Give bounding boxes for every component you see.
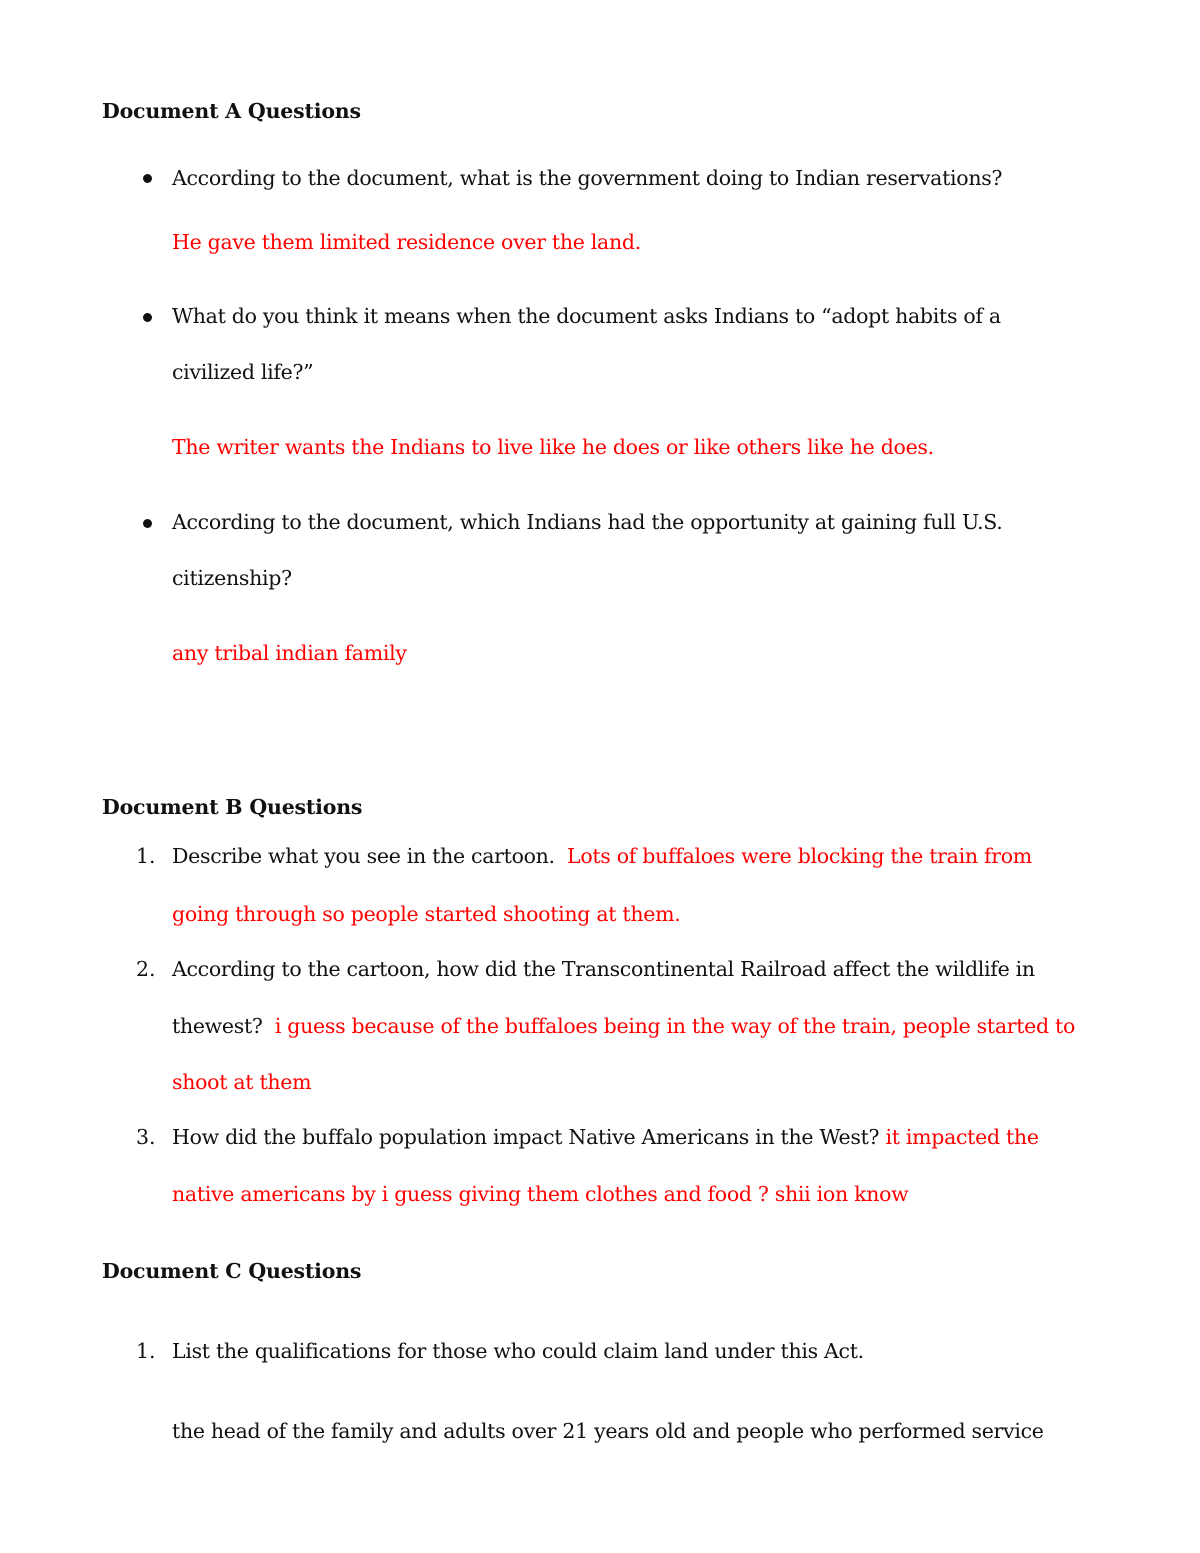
doc-b-question-2-text: thewest?: [172, 1014, 263, 1038]
doc-a-answer-1: He gave them limited residence over the land.: [172, 230, 641, 254]
doc-a-question-2-line-2: civilized life?”: [172, 360, 314, 384]
doc-b-answer-3-line-2: native americans by i guess giving them clothes and food ? shii ion know: [172, 1182, 909, 1206]
doc-b-question-1: [172, 842, 1032, 870]
doc-a-answer-3: any tribal indian family: [172, 641, 407, 665]
doc-b-question-2-line-1: According to the cartoon, how did the Transcontinental Railroad affect the wildlife in: [172, 957, 1035, 981]
doc-b-answer-2-line-1: i guess because of the buffaloes being in the way of the train, people started to: [274, 1014, 1076, 1038]
document-b-heading: Document B Questions: [102, 795, 363, 819]
bullet-icon: [143, 519, 152, 528]
list-number: 1.: [136, 844, 156, 868]
doc-b-answer-1-line-1: Lots of buffaloes were blocking the train from: [567, 844, 1032, 868]
doc-b-answer-1-line-2: going through so people started shooting at them.: [172, 902, 681, 926]
document-a-heading: Document A Questions: [102, 99, 361, 123]
doc-b-question-3: [172, 1123, 1039, 1151]
bullet-icon: [143, 313, 152, 322]
doc-b-question-3-text: How did the buffalo population impact Native Americans in the West?: [172, 1125, 880, 1149]
doc-b-answer-3-line-1: it impacted the: [885, 1125, 1039, 1149]
doc-b-question-2-line-2: [172, 1012, 1075, 1040]
doc-a-question-3-line-2: citizenship?: [172, 566, 292, 590]
doc-c-answer-1: the head of the family and adults over 21 years old and people who performed service: [172, 1419, 1044, 1443]
document-c-heading: Document C Questions: [102, 1259, 362, 1283]
doc-b-question-1-text: Describe what you see in the cartoon.: [172, 844, 555, 868]
doc-a-question-2-line-1: What do you think it means when the document asks Indians to “adopt habits of a: [172, 304, 1001, 328]
bullet-icon: [143, 174, 152, 183]
list-number: 2.: [136, 957, 156, 981]
doc-a-question-3-line-1: According to the document, which Indians had the opportunity at gaining full U.S.: [172, 510, 1003, 534]
doc-b-answer-2-line-2: shoot at them: [172, 1070, 312, 1094]
doc-a-answer-2: The writer wants the Indians to live like he does or like others like he does.: [172, 435, 934, 459]
list-number: 3.: [136, 1125, 156, 1149]
doc-c-question-1: List the qualifications for those who could claim land under this Act.: [172, 1339, 864, 1363]
doc-a-question-1: According to the document, what is the government doing to Indian reservations?: [172, 166, 1003, 190]
list-number: 1.: [136, 1339, 156, 1363]
